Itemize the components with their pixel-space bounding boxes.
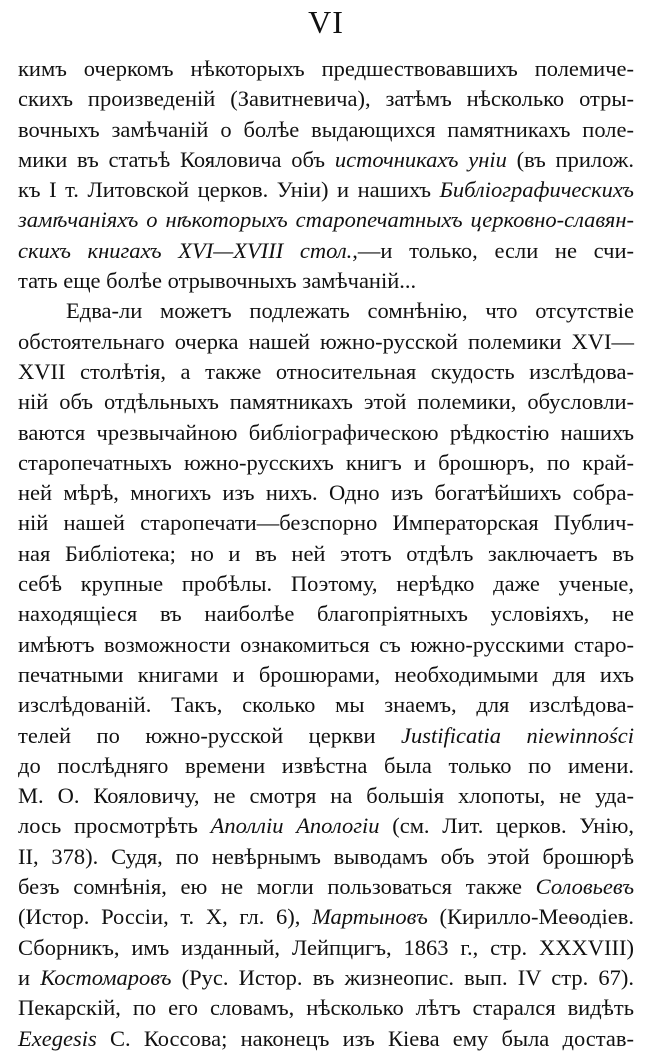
line-text: ная Библіотека; но и въ ней этотъ отдѣлъ заключаетъ въ [18, 540, 634, 566]
text-line [18, 539, 634, 569]
text-line [18, 84, 634, 114]
line-text: до послѣдняго времени извѣстна была только по имени. [18, 752, 634, 778]
italic-title: Библіографическихъ [439, 177, 634, 203]
text-line [18, 145, 634, 175]
line-text: С. Коссова; наконецъ изъ Кіева ему была достав- [96, 1025, 634, 1051]
text-line [18, 508, 634, 538]
line-text: (въ прилож. [506, 146, 634, 172]
text-line [18, 811, 634, 841]
line-text: къ I т. Литовской церков. Уніи) и нашихъ [18, 177, 440, 203]
text-line [18, 872, 634, 902]
line-text: XVII столѣтія, а также относительная скудость изслѣдова- [18, 358, 634, 384]
line-text: лось просмотрѣть [18, 813, 211, 839]
line-text: Пекарскій, по его словамъ, нѣсколько лѣтъ старался видѣть [18, 995, 634, 1021]
line-text: и [18, 964, 41, 990]
text-line [18, 963, 634, 993]
italic-title: источникахъ уніи [334, 146, 507, 172]
line-text: кимъ очеркомъ нѣкоторыхъ предшествовавшихъ полемиче- [18, 56, 634, 81]
text-line [18, 630, 634, 660]
text-line [18, 721, 634, 751]
text-line [18, 660, 634, 690]
line-text: изслѣдованій. Такъ, сколько мы знаемъ, для изслѣдова- [18, 692, 634, 718]
line-text: Сборникъ, имъ изданный, Лейпцигъ, 1863 г., стр. XXXVIII) [18, 934, 634, 960]
line-text: ваются чрезвычайною библіографическою рѣдкостію нашихъ [18, 419, 634, 445]
line-text: печатными книгами и брошюрами, необходимыми для ихъ [18, 661, 634, 687]
line-text: Едва-ли можетъ подлежать сомнѣнію, что отсутствіе [66, 298, 634, 324]
line-text: скихъ произведеній (Завитневича), затѣмъ нѣсколько отры- [18, 86, 634, 112]
line-text: ней мѣрѣ, многихъ изъ нихъ. Одно изъ богатѣйшихъ собра- [18, 480, 634, 506]
line-text: вочныхъ замѣчаній о болѣе выдающихся памятникахъ поле- [18, 116, 634, 142]
text-line [18, 175, 634, 205]
line-text: (см. Лит. церков. Унію, [379, 813, 635, 839]
line-text: себѣ крупные пробѣлы. Поэтому, нерѣдко даже ученые, [18, 571, 634, 597]
text-line [18, 115, 634, 145]
page-number: VI [308, 4, 344, 40]
line-text: тать еще болѣе отрывочныхъ замѣчаній... [18, 268, 417, 294]
line-text: ній объ отдѣльныхъ памятникахъ этой полемики, обусловли- [18, 389, 634, 415]
italic-title: Мартыновъ [312, 904, 428, 930]
italic-title: Костомаровъ [40, 964, 172, 990]
text-line [18, 842, 634, 872]
text-line [18, 448, 634, 478]
text-line [18, 751, 634, 781]
italic-title: Аполліи Апологіи [210, 813, 380, 839]
line-text: ,—и только, если не счи- [352, 237, 635, 263]
line-text: (Рус. Истор. въ жизнеопис. вып. IV стр. 67). [171, 964, 634, 990]
text-line [18, 205, 634, 235]
body-text [18, 54, 634, 1054]
text-line [18, 266, 634, 296]
line-text: телей по южно-русской церкви [18, 722, 402, 748]
text-line [18, 418, 634, 448]
line-text: обстоятельнаго очерка нашей южно-русской полемики XVI— [18, 328, 634, 354]
line-text: М. О. Кояловичу, не смотря на большія хлопоты, не уда- [18, 783, 634, 809]
line-text: мики въ статьѣ Кояловича объ [18, 146, 335, 172]
text-line [18, 387, 634, 417]
line-text: (Истор. Россіи, т. X, гл. 6), [18, 904, 313, 930]
italic-title: замѣчаніяхъ о нѣкоторыхъ старопечатныхъ церковно-славян- [18, 207, 634, 233]
text-line [18, 54, 634, 84]
italic-title: скихъ книгахъ XVI—XVIII стол. [18, 237, 353, 263]
text-line [18, 993, 634, 1023]
text-line [18, 599, 634, 629]
line-text: (Кирилло-Меѳодіев. [427, 904, 634, 930]
text-line [18, 357, 634, 387]
text-line [18, 781, 634, 811]
text-line [18, 327, 634, 357]
text-line [18, 569, 634, 599]
text-line [18, 902, 634, 932]
line-text: имѣютъ возможности ознакомиться съ южно-русскими старо- [18, 631, 634, 657]
line-text: безъ сомнѣнія, ею не могли пользоваться также [18, 874, 536, 900]
italic-title: Justificatia niewinności [401, 722, 634, 748]
text-line [18, 236, 634, 266]
text-line [18, 1024, 634, 1054]
text-line [18, 296, 634, 326]
line-text: старопечатныхъ южно-русскихъ книгъ и брошюръ, по край- [18, 449, 634, 475]
text-line [18, 690, 634, 720]
line-text: ній нашей старопечати—безспорно Императорская Публич- [18, 510, 634, 536]
line-text: II, 378). Судя, по невѣрнымъ выводамъ объ этой брошюрѣ [18, 843, 634, 869]
line-text: находящіеся въ наиболѣе благопріятныхъ условіяхъ, не [18, 601, 634, 627]
text-line [18, 933, 634, 963]
italic-title: Exegesis [18, 1025, 97, 1051]
italic-title: Соловьевъ [535, 874, 634, 900]
text-line [18, 478, 634, 508]
